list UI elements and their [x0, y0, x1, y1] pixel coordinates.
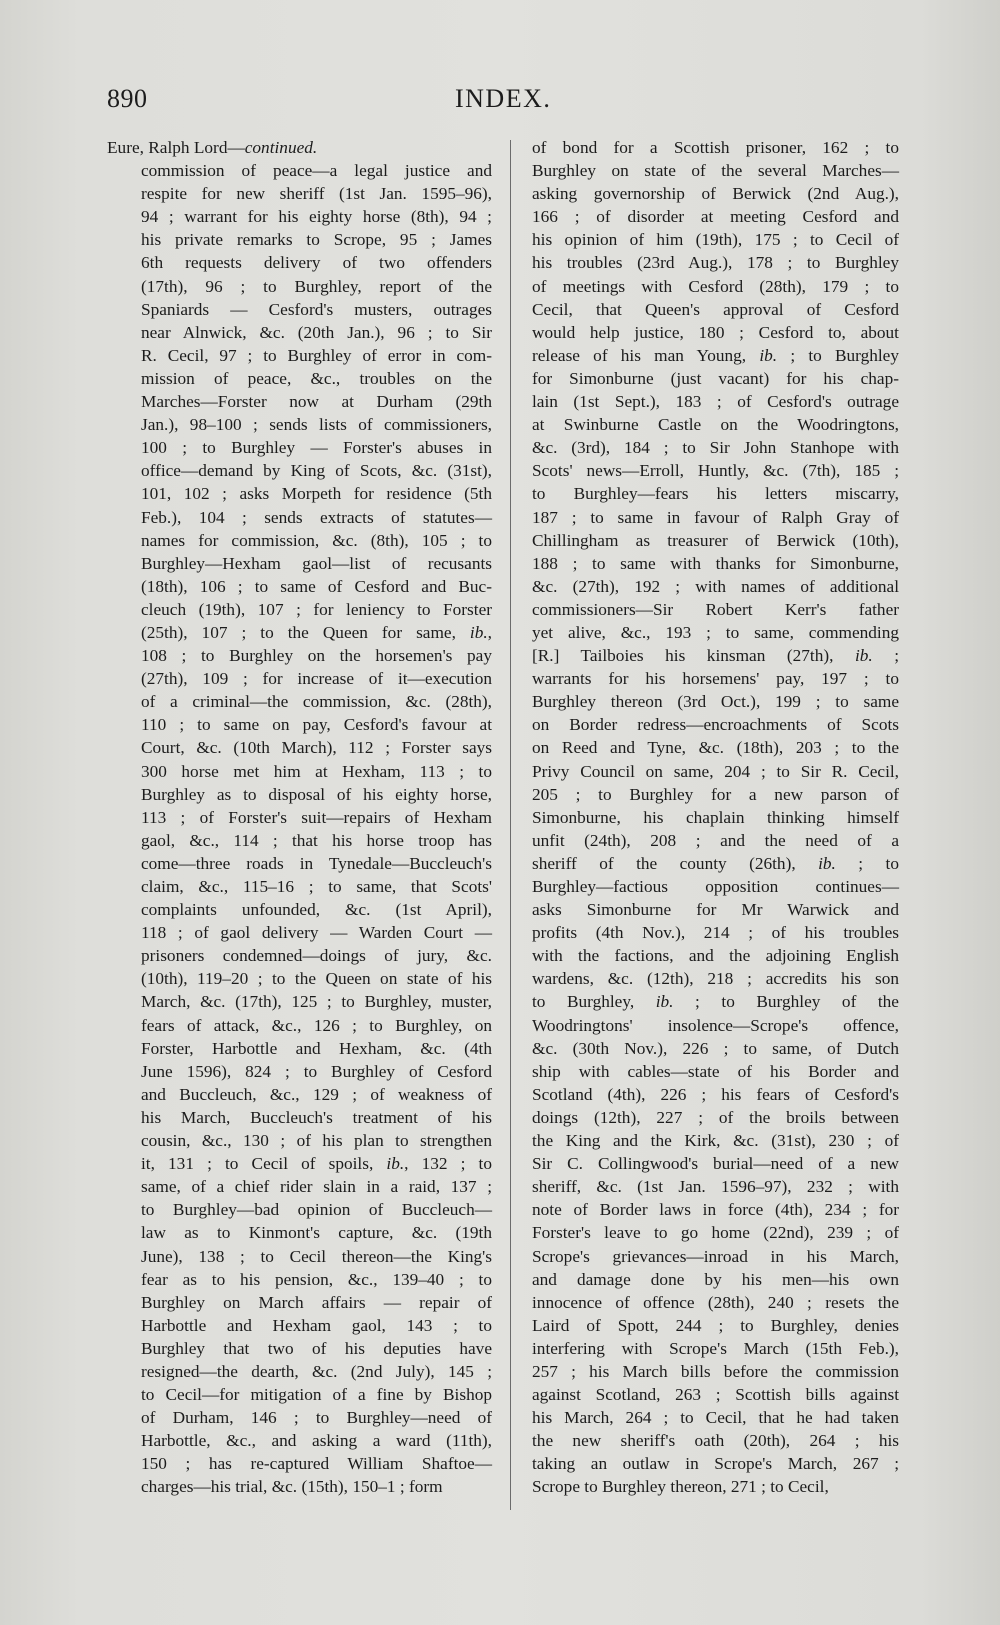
left-column-line: fear as to his pension, &c., 139–40 ; to	[141, 1269, 492, 1289]
right-column-line: Woodringtons' insolence—Scrope's offence,	[532, 1015, 899, 1035]
right-column-line: his March, 264 ; to Cecil, that he had taken	[532, 1408, 899, 1428]
right-column-line: 257 ; his March bills before the commission	[532, 1361, 899, 1381]
left-column-line: same, of a chief rider slain in a raid, 137 ;	[141, 1177, 492, 1197]
left-column-line: to Burghley—bad opinion of Buccleuch—	[141, 1200, 492, 1220]
right-column-line: commissioners—Sir Robert Kerr's father	[532, 599, 899, 619]
right-column-line: the new sheriff's oath (20th), 264 ; his	[532, 1431, 899, 1451]
left-column-line: 113 ; of Forster's suit—repairs of Hexham	[141, 807, 492, 827]
left-column-line: 108 ; to Burghley on the horsemen's pay	[141, 646, 492, 666]
right-column-line: Scots' news—Erroll, Huntly, &c. (7th), 185 ;	[532, 461, 899, 481]
left-column-line: cousin, &c., 130 ; of his plan to strengthen	[141, 1131, 492, 1151]
left-column-line: 6th requests delivery of two offenders	[141, 253, 492, 273]
left-column-line: Marches—Forster now at Durham (29th	[141, 392, 492, 412]
entry-heading-name: Eure, Ralph Lord—	[107, 138, 245, 157]
right-column-line: with the factions, and the adjoining English	[532, 946, 899, 966]
left-column-line: resigned—the dearth, &c. (2nd July), 145 ;	[141, 1361, 492, 1381]
right-column-line: Scrope's grievances—inroad in his March,	[532, 1246, 899, 1266]
left-column-line: and Buccleuch, &c., 129 ; of weakness of	[141, 1084, 492, 1104]
right-column-line: at Swinburne Castle on the Woodringtons,	[532, 415, 899, 435]
column-divider	[510, 140, 511, 1510]
right-column-line: for Simonburne (just vacant) for his chap-	[532, 368, 899, 388]
right-column-line: on Border redress—encroachments of Scots	[532, 715, 899, 735]
right-column-line: lain (1st Sept.), 183 ; of Cesford's outrage	[532, 392, 899, 412]
entry-heading	[107, 136, 492, 159]
left-column-line: (10th), 119–20 ; to the Queen on state of his	[141, 969, 492, 989]
left-column-line: 300 horse met him at Hexham, 113 ; to	[141, 761, 492, 781]
left-column-line: fears of attack, &c., 126 ; to Burghley, on	[141, 1015, 492, 1035]
left-column-line: cleuch (19th), 107 ; for leniency to Forster	[141, 599, 492, 619]
left-column-line: 118 ; of gaol delivery — Warden Court —	[141, 923, 492, 943]
page-header	[107, 84, 907, 124]
left-column-line: Burghley on March affairs — repair of	[141, 1292, 492, 1312]
right-column-line: &c. (3rd), 184 ; to Sir John Stanhope with	[532, 438, 899, 458]
right-column-line: the King and the Kirk, &c. (31st), 230 ; of	[532, 1131, 899, 1151]
left-column-line: 150 ; has re-captured William Shaftoe—	[141, 1454, 492, 1474]
left-column-line: come—three roads in Tynedale—Buccleuch's	[141, 853, 492, 873]
right-column-line: of bond for a Scottish prisoner, 162 ; to	[532, 138, 899, 157]
left-column-line: Feb.), 104 ; sends extracts of statutes—	[141, 507, 492, 527]
left-column-line: his private remarks to Scrope, 95 ; James	[141, 230, 492, 250]
right-column-line: Burghley on state of the several Marches—	[532, 161, 899, 181]
left-column-line: 110 ; to same on pay, Cesford's favour at	[141, 715, 492, 735]
right-column-line: taking an outlaw in Scrope's March, 267 ;	[532, 1454, 899, 1474]
right-column-line: 166 ; of disorder at meeting Cesford and	[532, 207, 899, 227]
left-column-line: commission of peace—a legal justice and	[141, 161, 492, 181]
right-column-line: against Scotland, 263 ; Scottish bills against	[532, 1385, 899, 1405]
left-column-line: Court, &c. (10th March), 112 ; Forster says	[141, 738, 492, 758]
left-column-text	[107, 159, 492, 1498]
right-column-line: Burghley thereon (3rd Oct.), 199 ; to same	[532, 692, 899, 712]
left-column-line: (27th), 109 ; for increase of it—execution	[141, 669, 492, 689]
right-column-line: 188 ; to same with thanks for Simonburne,	[532, 553, 899, 573]
left-column-line: to Cecil—for mitigation of a fine by Bishop	[141, 1385, 492, 1405]
right-column-line: Scotland (4th), 226 ; his fears of Cesford's	[532, 1084, 899, 1104]
left-column-line: Jan.), 98–100 ; sends lists of commissioners,	[141, 415, 492, 435]
right-column-line: on Reed and Tyne, &c. (18th), 203 ; to the	[532, 738, 899, 758]
left-column-line: Harbottle and Hexham gaol, 143 ; to	[141, 1315, 492, 1335]
left-column-line: 94 ; warrant for his eighty horse (8th), 94 ;	[141, 207, 492, 227]
left-column-line: (18th), 106 ; to same of Cesford and Buc-	[141, 576, 492, 596]
right-column-line: &c. (27th), 192 ; with names of additional	[532, 576, 899, 596]
right-column-line: Cecil, that Queen's approval of Cesford	[532, 299, 899, 319]
right-column-line: asks Simonburne for Mr Warwick and	[532, 900, 899, 920]
left-column-line: names for commission, &c. (8th), 105 ; to	[141, 530, 492, 550]
right-column-line: doings (12th), 227 ; of the broils between	[532, 1107, 899, 1127]
right-column-line: unfit (24th), 208 ; and the need of a	[532, 830, 899, 850]
running-title: INDEX.	[455, 84, 552, 113]
right-column-line: asking governorship of Berwick (2nd Aug.),	[532, 184, 899, 204]
left-column-line: June), 138 ; to Cecil thereon—the King's	[141, 1246, 492, 1266]
page-number: 890	[107, 84, 148, 113]
right-column-line: &c. (30th Nov.), 226 ; to same, of Dutch	[532, 1038, 899, 1058]
left-column-line: law as to Kinmont's capture, &c. (19th	[141, 1223, 492, 1243]
left-column-line: (25th), 107 ; to the Queen for same, ib.,	[141, 622, 492, 642]
left-column-line: of a criminal—the commission, &c. (28th),	[141, 692, 492, 712]
left-column-line: respite for new sheriff (1st Jan. 1595–96),	[141, 184, 492, 204]
left-column-line: Burghley—Hexham gaol—list of recusants	[141, 553, 492, 573]
left-column-line: it, 131 ; to Cecil of spoils, ib., 132 ; to	[141, 1154, 492, 1174]
right-column-line: wardens, &c. (12th), 218 ; accredits his son	[532, 969, 899, 989]
right-column-line: Scrope to Burghley thereon, 271 ; to Cecil,	[532, 1477, 829, 1497]
entry-heading-continued: continued.	[244, 138, 318, 157]
right-column-line: Laird of Spott, 244 ; to Burghley, denies	[532, 1315, 899, 1335]
right-column-line: to Burghley—fears his letters miscarry,	[532, 484, 899, 504]
right-column-line: Chillingham as treasurer of Berwick (10th),	[532, 530, 899, 550]
left-column-line: June 1596), 824 ; to Burghley of Cesford	[141, 1061, 492, 1081]
left-column-line: Spaniards — Cesford's musters, outrages	[141, 299, 492, 319]
right-column-line: would help justice, 180 ; Cesford to, about	[532, 322, 899, 342]
left-column-line: 100 ; to Burghley — Forster's abuses in	[141, 438, 492, 458]
left-column-line: prisoners condemned—doings of jury, &c.	[141, 946, 492, 966]
right-column-line: ship with cables—state of his Border and	[532, 1061, 899, 1081]
left-column-line: charges—his trial, &c. (15th), 150–1 ; form	[141, 1477, 443, 1497]
right-column-line: warrants for his horsemens' pay, 197 ; to	[532, 669, 899, 689]
left-column-line: (17th), 96 ; to Burghley, report of the	[141, 276, 492, 296]
right-column-line: yet alive, &c., 193 ; to same, commending	[532, 622, 899, 642]
left-column-line: of Durham, 146 ; to Burghley—need of	[141, 1408, 492, 1428]
left-column-line: complaints unfounded, &c. (1st April),	[141, 900, 492, 920]
left-column-line: March, &c. (17th), 125 ; to Burghley, muster,	[141, 992, 492, 1012]
left-column-line: 101, 102 ; asks Morpeth for residence (5th	[141, 484, 492, 504]
right-column-line: his troubles (23rd Aug.), 178 ; to Burghley	[532, 253, 899, 273]
right-column-line: release of his man Young, ib. ; to Burghley	[532, 345, 899, 365]
right-column-line: Forster's leave to go home (22nd), 239 ; of	[532, 1223, 899, 1243]
right-column-line: profits (4th Nov.), 214 ; of his troubles	[532, 923, 899, 943]
right-column-line: Simonburne, his chaplain thinking himself	[532, 807, 899, 827]
right-column-line: Privy Council on same, 204 ; to Sir R. Cecil,	[532, 761, 899, 781]
right-column-line: and damage done by his men—his own	[532, 1269, 899, 1289]
left-column-line: office—demand by King of Scots, &c. (31st),	[141, 461, 492, 481]
right-column-line: innocence of offence (28th), 240 ; resets the	[532, 1292, 899, 1312]
right-column-line: 205 ; to Burghley for a new parson of	[532, 784, 899, 804]
left-column-line: Burghley as to disposal of his eighty horse,	[141, 784, 492, 804]
left-column-line: near Alnwick, &c. (20th Jan.), 96 ; to Sir	[141, 322, 492, 342]
left-column-line: claim, &c., 115–16 ; to same, that Scots'	[141, 877, 492, 896]
left-column-line: Burghley that two of his deputies have	[141, 1338, 492, 1358]
right-column-line: sheriff, &c. (1st Jan. 1596–97), 232 ; with	[532, 1177, 899, 1197]
left-column-line: Harbottle, &c., and asking a ward (11th),	[141, 1431, 492, 1451]
right-column-line: [R.] Tailboies his kinsman (27th), ib. ;	[532, 646, 900, 666]
right-column-line: Burghley—factious opposition continues—	[532, 877, 899, 896]
right-column-line: to Burghley, ib. ; to Burghley of the	[532, 992, 899, 1012]
left-column-line: his March, Buccleuch's treatment of his	[141, 1107, 492, 1127]
right-column-line: sheriff of the county (26th), ib. ; to	[532, 853, 899, 873]
right-column-line: note of Border laws in force (4th), 234 ; for	[532, 1200, 899, 1220]
right-column-text	[532, 136, 899, 1499]
right-column-line: interfering with Scrope's March (15th Feb.),	[532, 1338, 899, 1358]
left-column-line: gaol, &c., 114 ; that his horse troop has	[141, 830, 492, 850]
left-column-line: Forster, Harbottle and Hexham, &c. (4th	[141, 1038, 492, 1058]
right-column-line: 187 ; to same in favour of Ralph Gray of	[532, 507, 899, 527]
left-column-line: R. Cecil, 97 ; to Burghley of error in com-	[141, 345, 492, 365]
left-column	[107, 136, 492, 1499]
right-column-line: Sir C. Collingwood's burial—need of a new	[532, 1154, 899, 1174]
right-column-line: of meetings with Cesford (28th), 179 ; to	[532, 276, 899, 296]
right-column-line: his opinion of him (19th), 175 ; to Cecil of	[532, 230, 899, 250]
right-column	[532, 136, 899, 1499]
left-column-line: mission of peace, &c., troubles on the	[141, 368, 492, 388]
